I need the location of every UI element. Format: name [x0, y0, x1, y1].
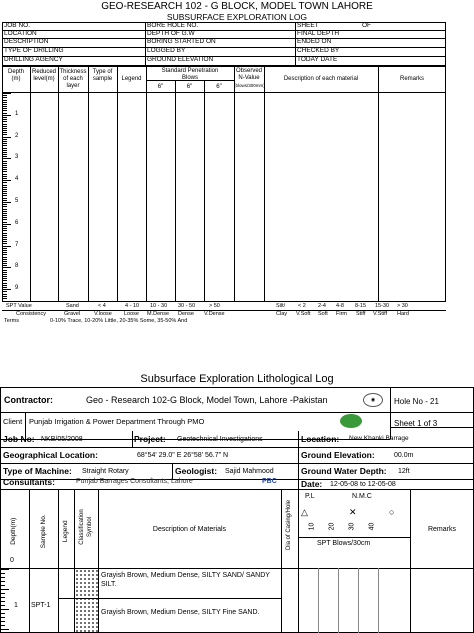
ruler-tick [3, 213, 7, 214]
field-today-date: TODAY DATE [297, 56, 338, 63]
field-job-no: JOB NO. [4, 22, 31, 29]
footer-stiff-5: V.Stiff [373, 311, 388, 317]
field-drilling-agency: DRILLING AGENCY [4, 56, 63, 63]
ruler-tick [3, 189, 7, 190]
consultants-value: Punjab Barrages Consultants, Lahore [76, 478, 193, 485]
machine-label: Type of Machine: [3, 466, 72, 476]
row-sample: SPT-1 [31, 602, 51, 609]
ruler-tick [3, 230, 7, 231]
ruler-tick [3, 176, 7, 177]
spt-blows-label: SPT Blows/30cm [317, 540, 371, 547]
field-ended-on: ENDED ON [297, 38, 332, 45]
ruler-tick [3, 226, 7, 227]
header-type-of-sample: Type of sample [92, 69, 113, 82]
form1-info-grid [2, 22, 446, 66]
header-casing-dia: Dia of Casing/Hole [286, 499, 292, 551]
ruler-tick [1, 625, 5, 626]
header-symbol: Symbol [87, 517, 93, 538]
ruler-tick [3, 278, 7, 279]
ruler-tick [3, 174, 7, 175]
spt-tick-30: 30 [348, 522, 356, 531]
header-observed-n: Observed N-Value (blows/300mm) [234, 68, 265, 88]
ruler-tick [1, 589, 9, 590]
ruler-tick [3, 180, 11, 181]
ruler-tick [3, 113, 7, 114]
footer-stiff-1: V.Soft [296, 311, 311, 317]
contractor-value: Geo - Research 102-G Block, Model Town, Lahore -Pakistan [86, 395, 328, 405]
ruler-tick [3, 130, 7, 131]
ruler-tick [3, 285, 7, 286]
ruler-tick [3, 156, 7, 157]
depth-number: 4 [15, 176, 19, 183]
ruler-tick [3, 110, 7, 111]
company-logo: ◉ [363, 393, 383, 407]
ruler-tick [1, 601, 5, 602]
depth-number: 1 [15, 110, 19, 117]
sheet-number: Sheet 1 of 3 [394, 419, 438, 428]
header-spt-6-1: 6" [157, 84, 164, 90]
ruler-tick [3, 289, 11, 290]
ruler-tick [3, 202, 11, 203]
form2-title: Subsurface Exploration Lithological Log [140, 373, 334, 385]
hole-number: Hole No - 21 [394, 397, 439, 406]
location-label: Location: [301, 434, 340, 444]
ruler-tick [3, 171, 7, 172]
ruler-tick [3, 132, 7, 133]
ruler-tick [3, 104, 7, 105]
ruler-tick [3, 187, 7, 188]
ruler-tick [3, 204, 7, 205]
ruler-tick [3, 259, 7, 260]
ruler-tick [3, 185, 7, 186]
ruler-tick [3, 237, 7, 238]
ruler-tick [3, 222, 7, 223]
location-value: New Khanki Barrage [349, 435, 409, 442]
x-icon: ✕ [349, 507, 357, 517]
ruler-tick [3, 137, 11, 138]
ruler-tick [3, 134, 7, 135]
ruler-tick [3, 294, 7, 295]
form1-title: GEO-RESEARCH 102 - G BLOCK, MODEL TOWN LAHORE [101, 1, 373, 12]
ground-elevation-label: Ground Elevation: [301, 450, 375, 460]
ruler-tick [3, 250, 7, 251]
field-location: LOCATION [4, 30, 37, 37]
ruler-tick [3, 272, 7, 273]
geologist-value: Sajid Mahmood [225, 468, 274, 475]
ruler-tick [3, 93, 11, 94]
ruler-tick [3, 246, 11, 247]
ruler-tick [3, 161, 7, 162]
ruler-tick [3, 298, 7, 299]
circle-icon: ○ [389, 507, 395, 517]
footer-rr-1: < 2 [298, 303, 306, 309]
ruler-tick [3, 274, 7, 275]
depth-number: 2 [15, 132, 19, 139]
footer-range-5: > 50 [209, 303, 220, 309]
ruler-tick [1, 597, 5, 598]
ruler-tick [3, 241, 7, 242]
depth-number: 3 [15, 154, 19, 161]
ruler-tick [3, 261, 7, 262]
ruler-tick [3, 139, 7, 140]
header-spt-6-3: 6" [216, 84, 222, 90]
header-spt-6-2: 6" [186, 84, 193, 90]
geo-location-label: Geographical Location: [3, 450, 98, 460]
footer-range-2: 4 - 10 [125, 303, 140, 309]
ruler-tick [3, 119, 7, 120]
ruler-tick [3, 167, 7, 168]
ruler-tick [1, 617, 5, 618]
contractor-label: Contractor: [4, 395, 53, 405]
consultants-label: Consultants: [3, 477, 55, 487]
ruler-tick [3, 126, 7, 127]
ruler-tick [3, 243, 7, 244]
spt-tick-40: 40 [368, 522, 376, 531]
geologist-label: Geologist: [175, 466, 218, 476]
job-no-label: Job No: [3, 434, 35, 444]
form1-subtitle: SUBSURFACE EXPLORATION LOG [166, 12, 308, 22]
header-legend-col: Legend [61, 520, 69, 543]
consultants-logo: PBC [262, 478, 277, 485]
ruler-tick [3, 296, 7, 297]
ruler-tick [3, 97, 7, 98]
ruler-tick [1, 573, 5, 574]
client-label: Client [3, 417, 23, 426]
field-checked-by: CHECKED BY [297, 47, 340, 54]
client-value: Punjab Irrigation & Power Department Through PMO [29, 417, 205, 426]
footer-rr-3: 4-8 [336, 303, 344, 309]
ruler-tick [3, 276, 7, 277]
footer-clay: Clay [276, 311, 288, 317]
depth-number: 7 [15, 241, 19, 248]
ruler-tick [3, 158, 11, 159]
header-description: Description of each material [283, 76, 359, 82]
ruler-tick [3, 141, 7, 142]
ruler-tick [3, 233, 7, 234]
field-boring-started: BORING STARTED ON [147, 38, 216, 45]
ruler-tick [3, 95, 7, 96]
ruler-tick [3, 150, 7, 151]
ruler-tick [3, 169, 7, 170]
footer-density-1: V.loose [94, 311, 112, 317]
ruler-tick [3, 209, 7, 210]
footer-range-4: 30 - 50 [178, 303, 196, 309]
depth-number: 9 [15, 285, 19, 292]
ruler-tick [3, 215, 7, 216]
ruler-tick [3, 106, 7, 107]
header-depth-m: Depth(m) [9, 517, 17, 545]
footer-density-2: Loose [124, 311, 139, 317]
ruler-tick [1, 621, 5, 622]
ruler-tick [3, 224, 11, 225]
header-remarks: Remarks [399, 76, 424, 82]
ruler-tick [3, 121, 7, 122]
footer-silt: Silt/ [276, 303, 286, 309]
ruler-tick [1, 613, 5, 614]
field-depth-gw: DEPTH OF G.W [147, 30, 195, 37]
header-description-materials: Description of Materials [152, 526, 227, 533]
field-bore-hole-no: BORE HOLE NO. [147, 22, 199, 29]
footer-terms-values: 0-10% Trace, 10-20% Little, 20-35% Some, 35-50% And [50, 318, 188, 324]
client-logo-icon [340, 414, 362, 428]
field-logged-by: LOGGED BY [147, 47, 186, 54]
ruler-tick [3, 280, 7, 281]
ruler-tick [3, 191, 7, 192]
ruler-tick [3, 193, 7, 194]
header-pl: P.L [305, 493, 315, 500]
field-ground-elevation: GROUND ELEVATION [147, 56, 214, 63]
header-nmc: N.M.C [352, 493, 372, 500]
footer-stiff-4: Stiff [356, 311, 366, 317]
depth-number: 5 [15, 198, 19, 204]
header-thickness: Thickness of each layer [59, 69, 87, 89]
ruler-tick [3, 206, 7, 207]
ruler-tick [3, 100, 7, 101]
footer-rr-4: 8-15 [355, 303, 367, 309]
header-sample-no: Sample No. [39, 514, 47, 549]
ruler-tick [3, 148, 7, 149]
ruler-tick [3, 267, 11, 268]
ruler-tick [3, 254, 7, 255]
ruler-tick [3, 143, 7, 144]
spt-tick-20: 20 [328, 522, 336, 531]
ruler-tick [1, 609, 9, 610]
ruler-tick [3, 291, 7, 292]
footer-stiff-3: Firm [336, 311, 347, 317]
footer-spt-value: SPT Value [6, 303, 32, 309]
ruler-tick [3, 248, 7, 249]
gw-depth-label: Ground Water Depth: [301, 466, 387, 476]
footer-sand: Sand [66, 303, 79, 309]
row-depth: 1 [14, 602, 18, 609]
triangle-icon: △ [301, 507, 308, 517]
ruler-tick [3, 228, 7, 229]
header-legend: Legend [121, 76, 142, 82]
ruler-tick [3, 252, 7, 253]
footer-rr-2: 2-4 [318, 303, 326, 309]
ruler-tick [3, 115, 11, 116]
ruler-tick [3, 219, 7, 220]
footer-range-3: 10 - 30 [150, 303, 168, 309]
field-description: DESCRIPTION [4, 38, 49, 45]
ruler-tick [3, 128, 7, 129]
ruler-tick [3, 117, 7, 118]
legend-hatch-pattern [75, 569, 98, 633]
ruler-tick [3, 145, 7, 146]
header-zero: 0 [10, 557, 14, 564]
depth-number: 8 [15, 263, 19, 270]
ruler-tick [3, 108, 7, 109]
ruler-tick [1, 577, 5, 578]
field-type-of-drilling: TYPE OF DRILLING [4, 47, 64, 54]
footer-density-5: V.Dense [204, 311, 225, 317]
ruler-tick [3, 217, 7, 218]
ruler-tick [3, 198, 7, 199]
ruler-tick [3, 265, 7, 266]
footer-rr-5: 15-30 [375, 303, 390, 309]
gw-depth-value: 12ft [398, 468, 410, 475]
ruler-tick [3, 263, 7, 264]
date-value: 12-05-08 to 12-05-08 [330, 481, 396, 488]
job-no-value: NKB/05/2008 [41, 436, 83, 443]
ruler-tick [3, 152, 7, 153]
ruler-tick [3, 287, 7, 288]
header-depth: Depth (m) [7, 69, 24, 82]
header-classification: Classification [79, 509, 85, 545]
footer-stiff-6: Hard [397, 311, 409, 317]
ruler-tick [3, 182, 7, 183]
project-value: Geotechnical Investigations [177, 436, 263, 443]
machine-value: Straight Rotary [82, 468, 129, 475]
spt-tick-10: 10 [308, 522, 316, 531]
ruler-tick [3, 283, 7, 284]
date-label: Date: [301, 479, 323, 489]
ruler-tick [3, 235, 7, 236]
geo-location-value: 68°54' 29.0" E 26°58' 56.7" N [137, 452, 229, 459]
ruler-tick [1, 605, 5, 606]
ruler-tick [3, 124, 7, 125]
ruler-tick [3, 102, 7, 103]
ruler-tick [3, 154, 7, 155]
ruler-tick [3, 163, 7, 164]
field-final-depth: FINAL DEPTH [297, 30, 340, 37]
depth-number: 6 [15, 219, 19, 226]
ruler-tick [3, 195, 7, 196]
field-sheet: SHEET [297, 22, 319, 29]
ruler-tick [1, 569, 9, 570]
footer-terms: Terms [4, 318, 19, 324]
footer-density-4: Dense [178, 311, 194, 317]
ruler-tick [3, 239, 7, 240]
ruler-tick [3, 211, 7, 212]
ruler-tick [3, 178, 7, 179]
row-description: Grayish Brown, Medium Dense, SILTY SAND/ SANDY SILT. [101, 572, 270, 588]
ruler-tick [1, 585, 5, 586]
field-sheet-of: OF [362, 22, 372, 29]
ruler-tick [1, 629, 9, 630]
footer-stiff-2: Soft [318, 311, 328, 317]
ruler-tick [3, 257, 7, 258]
footer-gravel: Gravel [64, 311, 81, 317]
header-spt: Standard Penetration Blows [161, 68, 219, 81]
row-description: Grayish Brown, Medium Dense, SILTY Fine SAND. [101, 609, 260, 616]
ground-elevation-value: 00.0m [394, 452, 414, 459]
form1-main-table [2, 66, 446, 302]
ruler-tick [1, 581, 5, 582]
footer-range-1: < 4 [98, 303, 106, 309]
ruler-tick [3, 200, 7, 201]
footer-consistency: Consistency [16, 311, 46, 317]
ruler-tick [3, 270, 7, 271]
footer-density-3: M.Dense [147, 311, 170, 317]
header-reduced-level: Reduced level(m) [31, 69, 57, 82]
ruler-tick [1, 593, 5, 594]
footer-rr-6: > 30 [397, 303, 408, 309]
project-label: Project: [134, 434, 166, 444]
header-remarks-col: Remarks [427, 526, 456, 533]
ruler-tick [3, 165, 7, 166]
